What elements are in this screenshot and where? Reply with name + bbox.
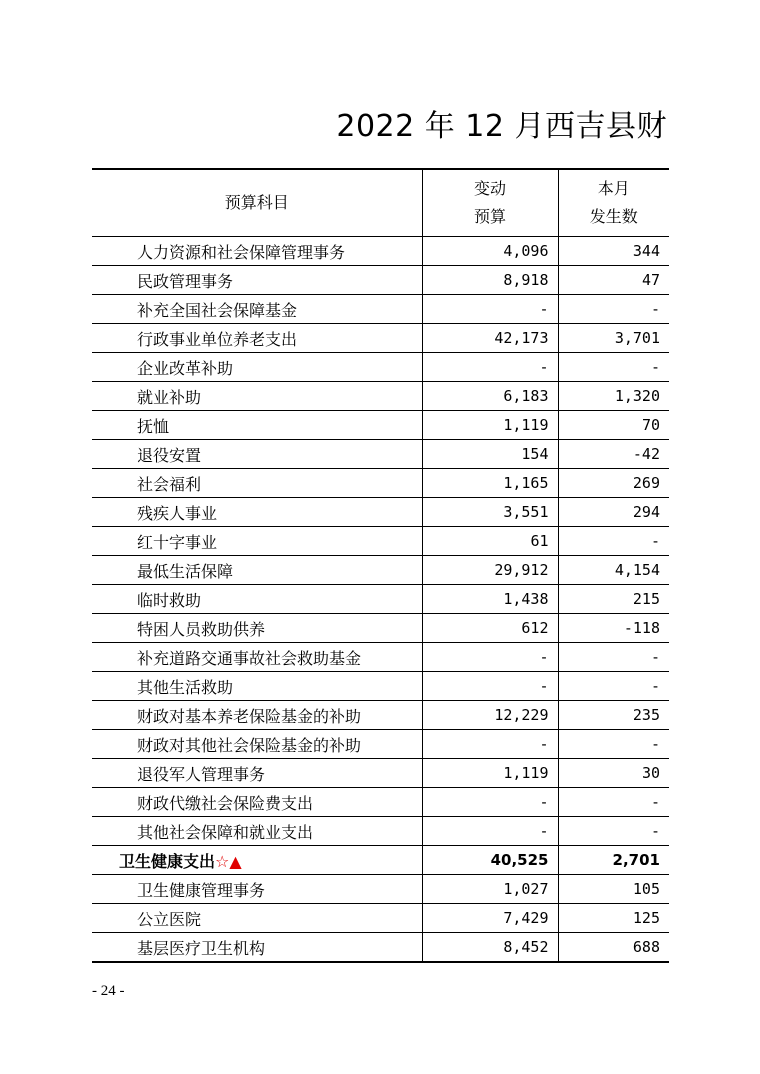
header-actual-line1: 本月 (597, 179, 630, 198)
table-row-category (92, 846, 669, 875)
table-row (92, 817, 669, 846)
table-row (92, 933, 669, 963)
row-subject-label: 行政事业单位养老支出 (137, 329, 298, 349)
row-actual-value: - (558, 353, 669, 382)
row-budget-value: 154 (422, 440, 558, 469)
table-header-row (92, 169, 669, 237)
row-subject (92, 585, 422, 614)
header-actual (558, 169, 669, 237)
row-actual-value: - (558, 643, 669, 672)
table-row (92, 614, 669, 643)
row-subject (92, 875, 422, 904)
row-subject-label: 特困人员救助供养 (137, 619, 266, 639)
row-subject-label: 人力资源和社会保障管理事务 (137, 242, 346, 262)
row-actual-value: 70 (558, 411, 669, 440)
row-actual-value: - (558, 788, 669, 817)
row-subject (92, 556, 422, 585)
table-row (92, 904, 669, 933)
row-budget-value: 612 (422, 614, 558, 643)
row-actual-value: 344 (558, 237, 669, 266)
row-subject (92, 469, 422, 498)
row-actual-value: 105 (558, 875, 669, 904)
row-subject-label: 其他社会保障和就业支出 (137, 822, 314, 842)
table-row (92, 556, 669, 585)
header-subject: 预算科目 (224, 193, 289, 212)
row-subject-label: 补充道路交通事故社会救助基金 (137, 648, 362, 668)
row-subject (92, 295, 422, 324)
table-row (92, 701, 669, 730)
row-subject-label: 抚恤 (137, 416, 170, 436)
row-subject-label: 临时救助 (137, 590, 202, 610)
table-row (92, 788, 669, 817)
table-row (92, 527, 669, 556)
row-subject (92, 440, 422, 469)
row-subject (92, 527, 422, 556)
row-subject (92, 353, 422, 382)
row-budget-value: 1,438 (422, 585, 558, 614)
row-budget-value: - (422, 730, 558, 759)
row-subject-label: 残疾人事业 (137, 503, 218, 523)
row-budget-value: - (422, 817, 558, 846)
row-subject (92, 759, 422, 788)
row-budget-value: - (422, 643, 558, 672)
row-subject (92, 411, 422, 440)
row-budget-value: - (422, 672, 558, 701)
row-actual-value: 215 (558, 585, 669, 614)
row-actual-value: - (558, 817, 669, 846)
table-row (92, 585, 669, 614)
row-actual-value: - (558, 527, 669, 556)
row-subject (92, 730, 422, 759)
row-budget-value: 7,429 (422, 904, 558, 933)
table-row (92, 237, 669, 266)
row-budget-value: 12,229 (422, 701, 558, 730)
table-row (92, 353, 669, 382)
row-subject (92, 643, 422, 672)
row-subject-label: 最低生活保障 (137, 561, 234, 581)
row-subject (92, 788, 422, 817)
row-actual-value: 30 (558, 759, 669, 788)
row-actual-value: - (558, 672, 669, 701)
row-subject-label: 红十字事业 (137, 532, 218, 552)
row-subject-label: 社会福利 (137, 474, 202, 494)
header-budget (422, 169, 558, 237)
row-budget-value: 1,119 (422, 411, 558, 440)
table-row (92, 295, 669, 324)
row-budget-value: 29,912 (422, 556, 558, 585)
row-actual-value: 125 (558, 904, 669, 933)
table-row (92, 266, 669, 295)
row-subject (92, 817, 422, 846)
page-title: 2022 年 12 月西吉县财 (336, 109, 667, 144)
header-budget-line1: 变动 (473, 179, 506, 198)
table-body (92, 237, 669, 963)
table-row (92, 382, 669, 411)
header-budget-line2: 预算 (473, 207, 506, 226)
row-subject-label: 财政对其他社会保险基金的补助 (137, 735, 362, 755)
row-actual-value: 235 (558, 701, 669, 730)
row-subject (92, 237, 422, 266)
row-actual-value: 47 (558, 266, 669, 295)
row-actual-value: 688 (558, 933, 669, 963)
row-subject (92, 382, 422, 411)
row-budget-value: 8,918 (422, 266, 558, 295)
row-subject-label: 民政管理事务 (137, 271, 234, 291)
row-subject (92, 614, 422, 643)
table-row (92, 324, 669, 353)
row-subject (92, 846, 422, 875)
table-row (92, 672, 669, 701)
row-subject-label: 卫生健康支出 (119, 851, 216, 871)
row-actual-value: - (558, 730, 669, 759)
row-subject-label: 财政代缴社会保险费支出 (137, 793, 314, 813)
row-actual-value: -118 (558, 614, 669, 643)
row-subject-label: 公立医院 (137, 909, 202, 929)
row-subject-label: 财政对基本养老保险基金的补助 (137, 706, 362, 726)
row-actual-value: -42 (558, 440, 669, 469)
row-budget-value: 4,096 (422, 237, 558, 266)
row-subject-label: 退役军人管理事务 (137, 764, 266, 784)
budget-table (92, 168, 669, 963)
row-budget-value: 42,173 (422, 324, 558, 353)
row-subject (92, 498, 422, 527)
row-budget-value: - (422, 788, 558, 817)
row-actual-value: 3,701 (558, 324, 669, 353)
row-subject-label: 基层医疗卫生机构 (137, 938, 266, 958)
row-budget-value: 3,551 (422, 498, 558, 527)
table-row (92, 469, 669, 498)
row-subject (92, 266, 422, 295)
row-subject-label: 就业补助 (137, 387, 202, 407)
row-actual-value: 269 (558, 469, 669, 498)
row-subject (92, 324, 422, 353)
table-row (92, 411, 669, 440)
row-subject-label: 企业改革补助 (137, 358, 234, 378)
row-subject-label: 卫生健康管理事务 (137, 880, 266, 900)
row-budget-value: 6,183 (422, 382, 558, 411)
row-budget-value: - (422, 295, 558, 324)
row-actual-value: 1,320 (558, 382, 669, 411)
row-budget-value: 1,119 (422, 759, 558, 788)
table-row (92, 875, 669, 904)
row-subject (92, 701, 422, 730)
row-subject (92, 672, 422, 701)
row-actual-value: 2,701 (558, 846, 669, 875)
star-triangle-mark-icon: ☆▲ (215, 851, 242, 871)
header-actual-line2: 发生数 (589, 207, 638, 226)
row-subject-label: 补充全国社会保障基金 (137, 300, 298, 320)
row-subject-label: 其他生活救助 (137, 677, 234, 697)
row-budget-value: 61 (422, 527, 558, 556)
row-subject (92, 904, 422, 933)
row-actual-value: 4,154 (558, 556, 669, 585)
row-actual-value: 294 (558, 498, 669, 527)
row-subject-label: 退役安置 (137, 445, 202, 465)
table-row (92, 730, 669, 759)
row-subject (92, 933, 422, 963)
table-row (92, 498, 669, 527)
table-row (92, 440, 669, 469)
row-budget-value: 1,165 (422, 469, 558, 498)
row-budget-value: - (422, 353, 558, 382)
row-budget-value: 8,452 (422, 933, 558, 963)
row-actual-value: - (558, 295, 669, 324)
row-budget-value: 40,525 (422, 846, 558, 875)
table-row (92, 643, 669, 672)
page-number: - 24 - (92, 983, 125, 999)
row-budget-value: 1,027 (422, 875, 558, 904)
table-row (92, 759, 669, 788)
